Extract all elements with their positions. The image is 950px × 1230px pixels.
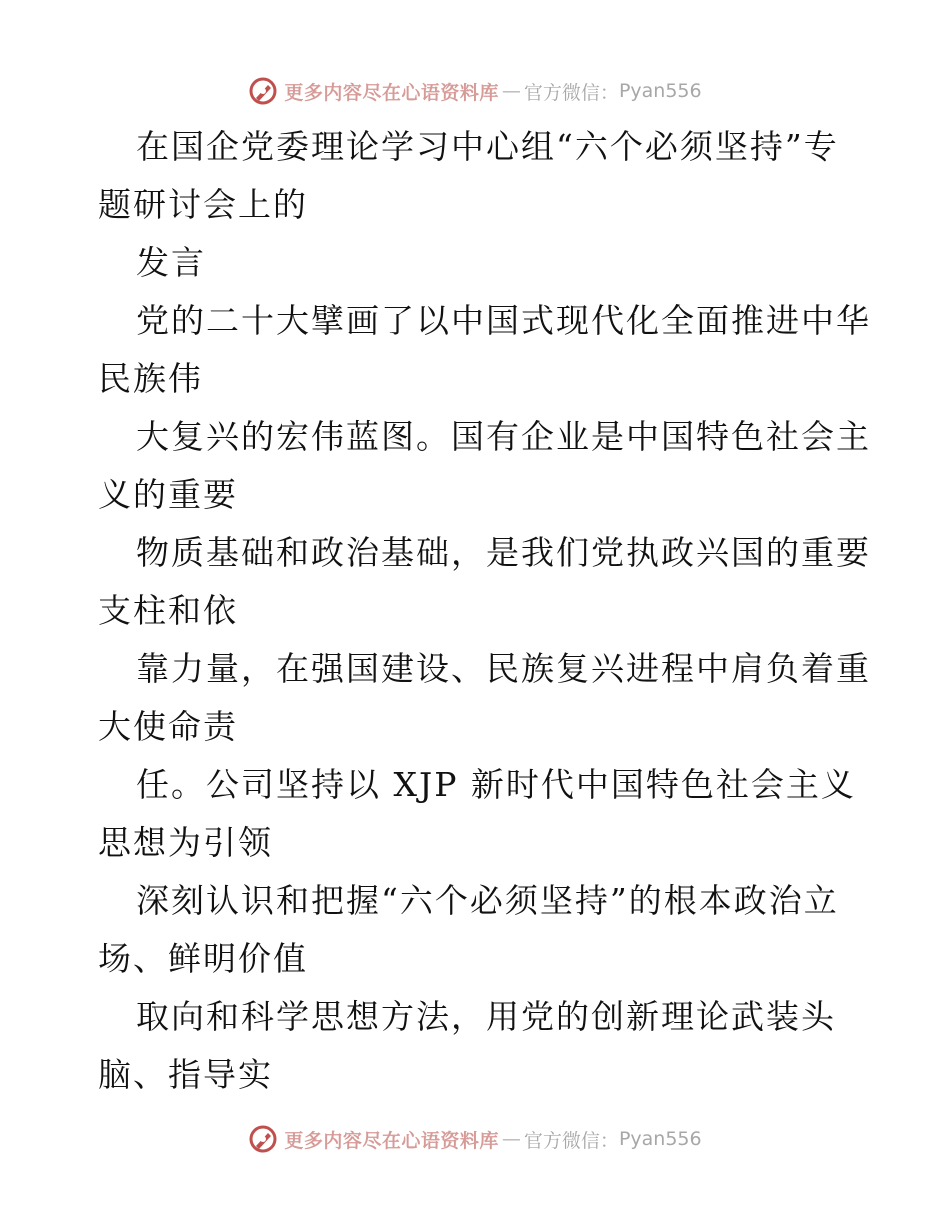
text-line: 党的二十大擘画了以中国式现代化全面推进中华 (136, 301, 871, 340)
text-line: 题研讨会上的 (98, 185, 308, 224)
text-line: 思想为引领 (98, 823, 273, 862)
banner-text: 更多内容尽在心语资料库 (284, 81, 499, 104)
text-line: 在国企党委理论学习中心组“六个必须坚持”专 (136, 127, 839, 166)
text-line: 深刻认识和把握“六个必须坚持”的根本政治立 (136, 881, 839, 920)
text-line: 民族伟 (98, 359, 203, 398)
banner-text: 更多内容尽在心语资料库 (284, 1129, 499, 1152)
text-line: 发言 (136, 243, 206, 282)
pen-circle-logo-icon (248, 1124, 278, 1154)
header-watermark-banner (0, 71, 950, 111)
document-body (98, 118, 871, 1104)
text-line: 支柱和依 (98, 591, 238, 630)
banner-wechat-id: Pyan556 (618, 1128, 702, 1150)
text-line: 义的重要 (98, 475, 238, 514)
banner-wechat-id: Pyan556 (618, 80, 702, 102)
banner-dash: — (501, 80, 521, 102)
text-line: 物质基础和政治基础，是我们党执政兴国的重要 (136, 533, 871, 572)
banner-wechat-label: 官方微信： (523, 81, 619, 104)
footer-watermark-banner (0, 1119, 950, 1159)
banner-wechat-label: 官方微信： (523, 1129, 619, 1152)
text-line: 靠力量，在强国建设、民族复兴进程中肩负着重 (136, 649, 871, 688)
text-line: 取向和科学思想方法，用党的创新理论武装头 (136, 997, 836, 1036)
text-line: 大复兴的宏伟蓝图。国有企业是中国特色社会主 (136, 417, 871, 456)
text-line: 任。公司坚持以 XJP 新时代中国特色社会主义 (136, 765, 856, 804)
pen-circle-logo-icon (248, 76, 278, 106)
text-line: 大使命责 (98, 707, 238, 746)
banner-dash: — (501, 1128, 521, 1150)
text-line: 场、鲜明价值 (98, 939, 308, 978)
text-line: 脑、指导实 (98, 1055, 273, 1094)
